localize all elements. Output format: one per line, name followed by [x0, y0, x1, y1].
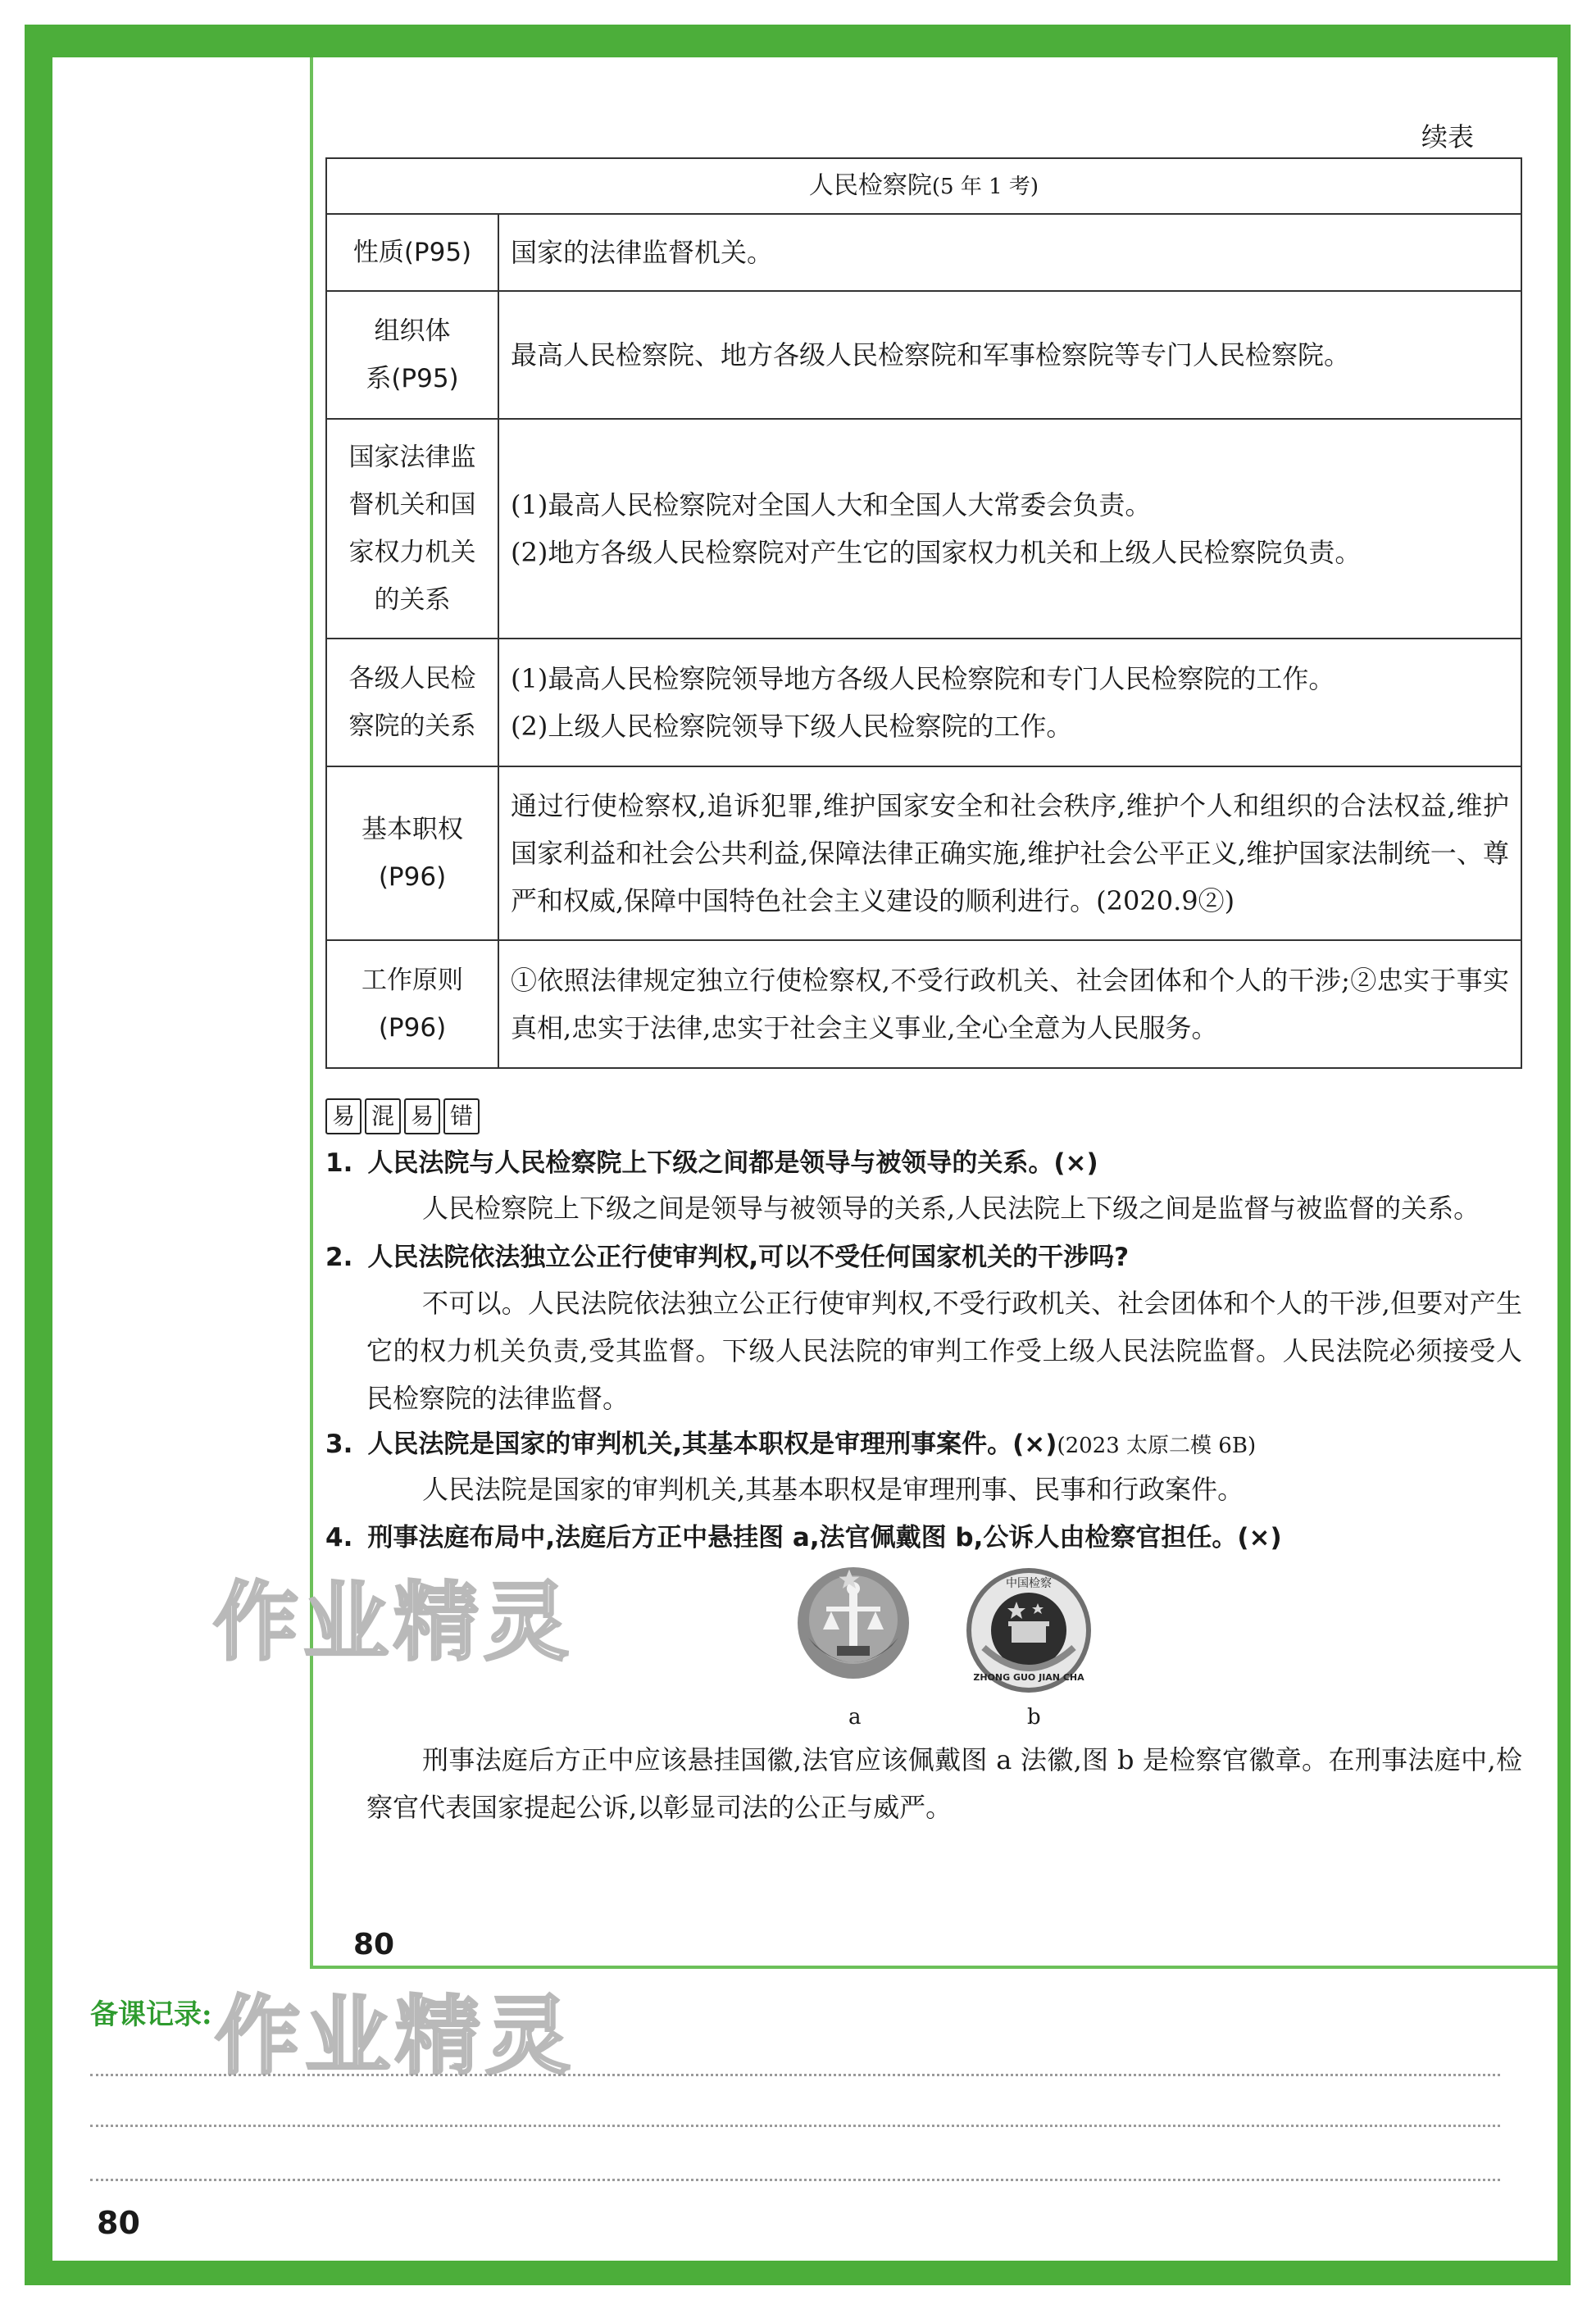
- row-content-nature: 国家的法律监督机关。: [498, 214, 1521, 291]
- court-emblem-figure-a: [792, 1564, 915, 1687]
- note-line-2: [90, 2125, 1500, 2127]
- row-label-relation-power: 国家法律监督机关和国家权力机关的关系: [326, 419, 498, 639]
- note-line-1: [90, 2074, 1500, 2076]
- page-number-top: 80: [353, 1928, 395, 1961]
- table-title-text: 人民检察院: [808, 170, 932, 200]
- continued-label: 续表: [1421, 121, 1475, 152]
- svg-text:ZHONG GUO JIAN CHA: ZHONG GUO JIAN CHA: [973, 1672, 1084, 1683]
- row-content-relation-power: (1)最高人民检察院对全国人大和全国人大常委会负责。 (2)地方各级人民检察院对产生它的国家权力机关和上级人民检察院负责。: [498, 419, 1521, 639]
- answer-3: 人民法院是国家的审判机关,其基本职权是审理刑事、民事和行政案件。: [422, 1474, 1244, 1505]
- question-1: 1. 人民法院与人民检察院上下级之间都是领导与被领导的关系。(×): [325, 1148, 1098, 1178]
- watermark-top: 作业精灵: [213, 1572, 575, 1672]
- table-title: [326, 158, 1521, 214]
- table-title-note: (5 年 1 考): [931, 174, 1039, 199]
- inner-frame-left: [310, 57, 313, 1967]
- question-4: 4. 刑事法庭布局中,法庭后方正中悬挂图 a,法官佩戴图 b,公诉人由检察官担任。(×): [325, 1523, 1282, 1552]
- caption-b: b: [1027, 1705, 1041, 1730]
- green-frame-left: [25, 25, 52, 2275]
- note-line-3: [90, 2179, 1500, 2181]
- row-label-principles: 工作原则(P96): [326, 940, 498, 1068]
- green-frame-right: [1557, 25, 1571, 2285]
- green-frame-bottom: [25, 2261, 1571, 2285]
- page-number-bottom: 80: [97, 2205, 140, 2241]
- easy-confuse-tag: 易 混 易 错: [325, 1098, 480, 1134]
- row-label-functions: 基本职权(P96): [326, 766, 498, 940]
- row-content-relation-levels: (1)最高人民检察院领导地方各级人民检察院和专门人民检察院的工作。 (2)上级人民检察院领导下级人民检察院的工作。: [498, 639, 1521, 766]
- row-content-principles: ①依照法律规定独立行使检察权,不受行政机关、社会团体和个人的干涉;②忠实于事实真相,忠实于法律,忠实于社会主义事业,全心全意为人民服务。: [498, 940, 1521, 1068]
- caption-a: a: [848, 1705, 862, 1730]
- row-label-organization: 组织体系(P95): [326, 291, 498, 419]
- row-label-nature: 性质(P95): [326, 214, 498, 291]
- answer-2: 不可以。人民法院依法独立公正行使审判权,不受行政机关、社会团体和个人的干涉,但要对产生它的权力机关负责,受其监督。下级人民法院的审判工作受上级人民法院监督。人民法院必须接受人民检察院的法律监督。: [366, 1288, 1522, 1414]
- answer-1: 人民检察院上下级之间是领导与被领导的关系,人民法院上下级之间是监督与被监督的关系。: [422, 1193, 1480, 1224]
- row-label-relation-levels: 各级人民检察院的关系: [326, 639, 498, 766]
- watermark-bottom: 作业精灵: [215, 1986, 576, 2086]
- record-label: 备课记录:: [90, 1998, 212, 2031]
- svg-text:中国检察: 中国检察: [1006, 1577, 1052, 1590]
- question-3: 3. 人民法院是国家的审判机关,其基本职权是审理刑事案件。(×)(2023 太原二模 6B): [325, 1430, 1257, 1459]
- row-content-organization: 最高人民检察院、地方各级人民检察院和军事检察院等专门人民检察院。: [498, 291, 1521, 419]
- procuratorate-emblem-figure-b: [964, 1566, 1094, 1695]
- question-2: 2. 人民法院依法独立公正行使审判权,可以不受任何国家机关的干涉吗?: [325, 1243, 1130, 1272]
- green-frame-top: [25, 25, 1571, 57]
- row-content-functions: 通过行使检察权,追诉犯罪,维护国家安全和社会秩序,维护个人和组织的合法权益,维护国家利益和社会公共利益,保障法律正确实施,维护社会公平正义,维护国家法制统一、尊严和权威,保障中国特色社会主义建设的顺利进行。(2020.9②): [498, 766, 1521, 940]
- procuratorate-table: [325, 157, 1522, 1069]
- answer-4: 刑事法庭后方正中应该悬挂国徽,法官应该佩戴图 a 法徽,图 b 是检察官徽章。在刑事法庭中,检察官代表国家提起公诉,以彰显司法的公正与威严。: [366, 1744, 1522, 1823]
